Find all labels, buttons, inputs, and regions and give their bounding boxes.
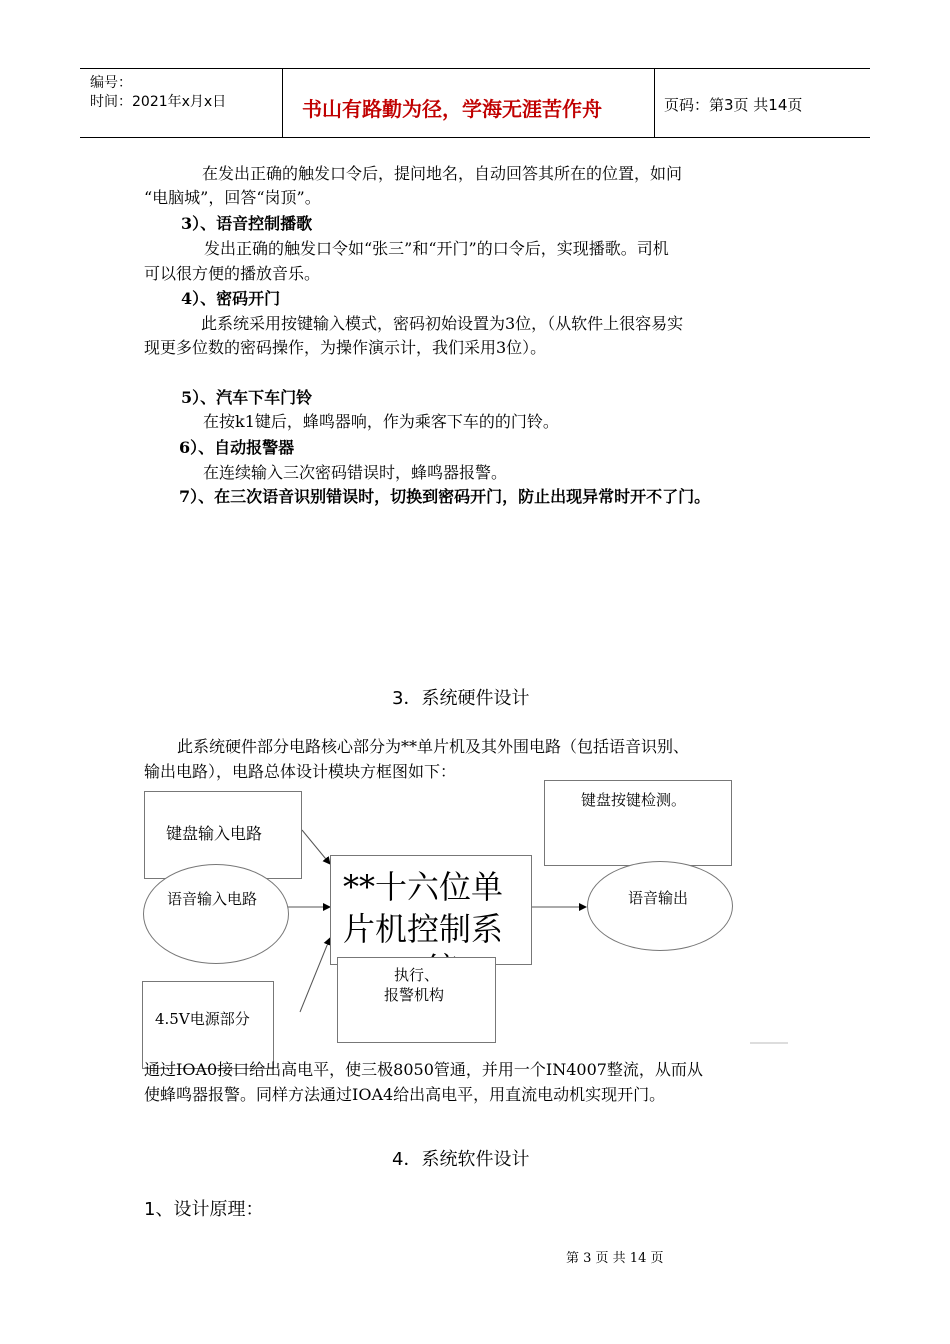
- voice-output-label: 语音输出: [628, 889, 689, 907]
- voice-input-label: 语音输入电路: [167, 890, 258, 908]
- paragraph-line: 通过IOA0接口给出高电平，使三极8050管通，并用一个IN4007整流，从而从: [144, 1060, 703, 1079]
- exec-alarm-box: [337, 957, 496, 1043]
- section-title: 4．系统软件设计: [392, 1149, 530, 1170]
- exec-label-line: 执行、: [394, 966, 440, 984]
- mcu-label-line: **十六位单: [343, 868, 504, 906]
- paragraph-line: 在按k1键后，蜂鸣器响，作为乘客下车的的门铃。: [203, 412, 559, 431]
- paragraph-line: 此系统采用按键输入模式，密码初始设置为3位，（从软件上很容易实: [201, 314, 684, 333]
- page-footer: 第 3 页 共 14 页: [566, 1251, 664, 1266]
- header-page-label: 页码：第3页 共14页: [664, 96, 803, 114]
- exec-label-line: 报警机构: [384, 986, 445, 1004]
- voice-input-ellipse: [143, 864, 289, 964]
- subheading: 4）、密码开门: [181, 289, 281, 308]
- paragraph-line: 可以很方便的播放音乐。: [144, 264, 321, 283]
- subheading: 3）、语音控制播歌: [181, 214, 313, 233]
- mcu-control-box: [330, 855, 532, 965]
- document-number-label: 编号：: [90, 75, 132, 91]
- key-detect-label: 键盘按键检测。: [581, 791, 687, 809]
- keyboard-input-label: 键盘输入电路: [166, 824, 263, 843]
- arrow-keyboard-to-mcu: [302, 830, 330, 864]
- power-supply-box: [142, 981, 274, 1069]
- paragraph-line: 输出电路），电路总体设计模块方框图如下：: [144, 762, 457, 781]
- voice-output-ellipse: [587, 861, 733, 951]
- subheading: 6）、自动报警器: [179, 438, 295, 457]
- key-detect-box: [544, 780, 732, 866]
- paragraph-line: 发出正确的触发口令如“张三”和“开门”的口令后，实现播歌。司机: [204, 239, 669, 258]
- paragraph-line: 现更多位数的密码操作，为操作演示计，我们采用3位）。: [144, 338, 547, 357]
- paragraph-line: 此系统硬件部分电路核心部分为**单片机及其外围电路（包括语音识别、: [177, 737, 690, 756]
- subheading: 7）、在三次语音识别错误时，切换到密码开门，防止出现异常时开不了门。: [179, 487, 711, 506]
- paragraph-line: 在连续输入三次密码错误时，蜂鸣器报警。: [203, 463, 508, 482]
- arrow-power-to-mcu: [300, 938, 330, 1012]
- document-date-label: 时间：2021年x月x日: [90, 94, 227, 110]
- subheading: 1、设计原理：: [144, 1199, 264, 1220]
- paragraph-line: 使蜂鸣器报警。同样方法通过IOA4给出高电平，用直流电动机实现开门。: [144, 1085, 666, 1104]
- power-supply-label: 4.5V电源部分: [155, 1010, 250, 1028]
- paragraph-line: 在发出正确的触发口令后，提问地名，自动回答其所在的位置，如问: [202, 164, 683, 183]
- subheading: 5）、汽车下车门铃: [181, 388, 313, 407]
- section-title: 3．系统硬件设计: [392, 688, 530, 709]
- paragraph-line: “电脑城”，回答“岗顶”。: [144, 188, 321, 207]
- header-motto: 书山有路勤为径，学海无涯苦作舟: [302, 97, 602, 121]
- mcu-label-line: 片机控制系: [343, 910, 504, 948]
